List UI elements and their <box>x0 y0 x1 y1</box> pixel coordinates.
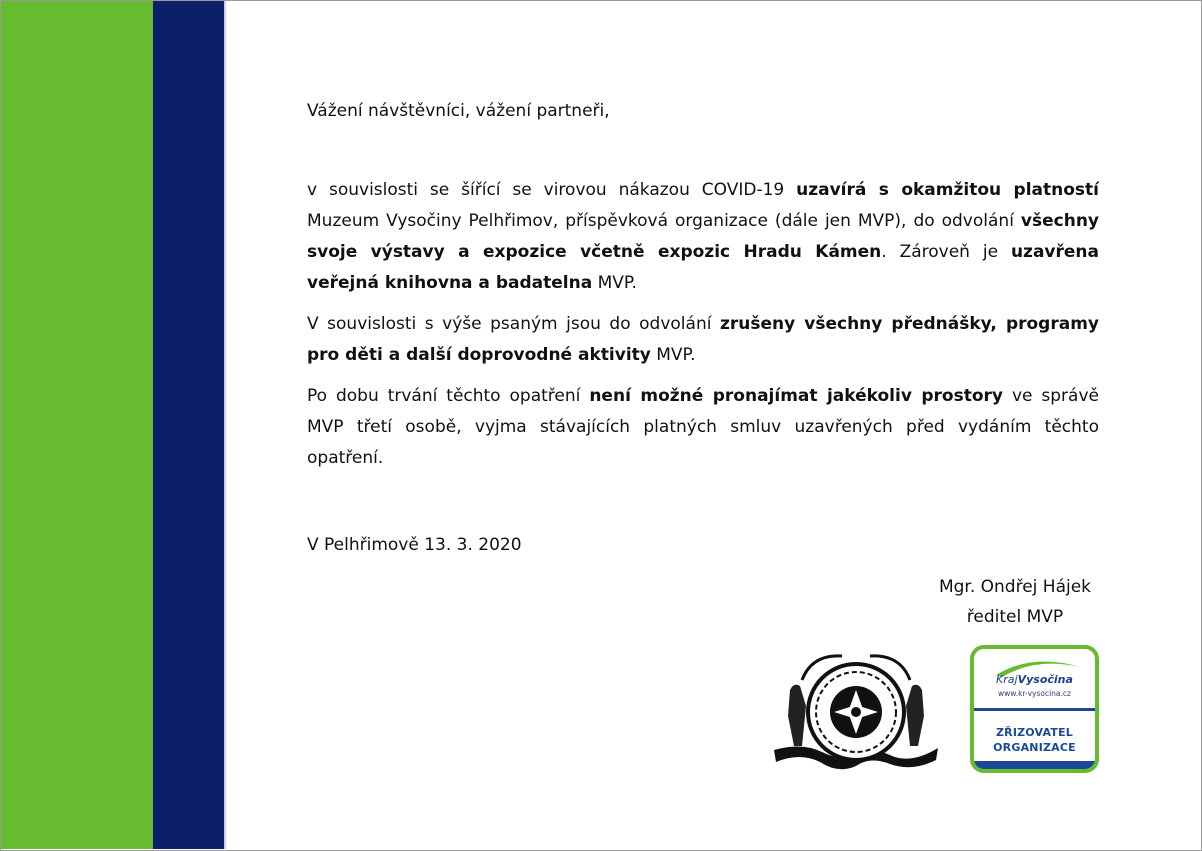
paragraph-cancellations <box>307 309 1099 371</box>
p1-text-1: v souvislosti se šířící se virovou nákazou COVID-19 <box>307 180 797 200</box>
founder-label <box>974 708 1095 769</box>
signatory-name: Mgr. Ondřej Hájek <box>938 577 1092 597</box>
p1-text-2: Muzeum Vysočiny Pelhřimov, příspěvková organizace (dále jen MVP), do odvolání <box>307 211 1021 231</box>
region-name: KrajVysočina <box>996 673 1073 686</box>
p3-text-2: ve správě MVP třetí osobě, vyjma stávajících platných smluv uzavřených před vydáním těchto opatření. <box>307 386 1099 468</box>
p1-bold-1: uzavírá s okamžitou platností <box>796 180 1099 200</box>
stripe-edge-line <box>224 1 226 849</box>
salutation: Vážení návštěvníci, vážení partneři, <box>307 101 610 121</box>
green-side-stripe <box>1 1 153 849</box>
p2-text-2: MVP. <box>650 345 696 365</box>
p3-bold-1: není možné pronajímat jakékoliv prostory <box>589 386 1003 406</box>
p1-bold-2: všechny svoje výstavy a expozice včetně expozic Hradu Kámen <box>307 211 1099 262</box>
logo-bottom-band <box>974 761 1095 769</box>
founder-line-2: ORGANIZACE <box>993 741 1076 754</box>
p1-text-4: MVP. <box>592 273 637 293</box>
paragraph-closure <box>307 175 1099 299</box>
paragraph-rentals <box>307 381 1099 474</box>
place-date: V Pelhřimově 13. 3. 2020 <box>307 535 522 555</box>
p2-text-1: V souvislosti s výše psaným jsou do odvolání <box>307 314 720 334</box>
museum-seal-icon <box>772 650 940 776</box>
signature-block <box>900 572 1130 632</box>
p2-bold-1: zrušeny všechny přednášky, programy pro děti a další doprovodné aktivity <box>307 314 1099 365</box>
kraj-vysocina-logo <box>970 645 1099 773</box>
navy-side-stripe <box>153 1 224 849</box>
letter-body <box>307 96 1099 484</box>
founder-line-1: ZŘIZOVATEL <box>995 726 1074 739</box>
p1-bold-3: uzavřena veřejná knihovna a badatelna <box>307 242 1099 293</box>
p1-text-3: . Zároveň je <box>881 242 1011 262</box>
region-logo-top <box>974 649 1095 711</box>
p3-text-1: Po dobu trvání těchto opatření <box>307 386 590 406</box>
region-url: www.kr-vysocina.cz <box>998 689 1071 698</box>
signatory-title: ředitel MVP <box>966 607 1064 627</box>
